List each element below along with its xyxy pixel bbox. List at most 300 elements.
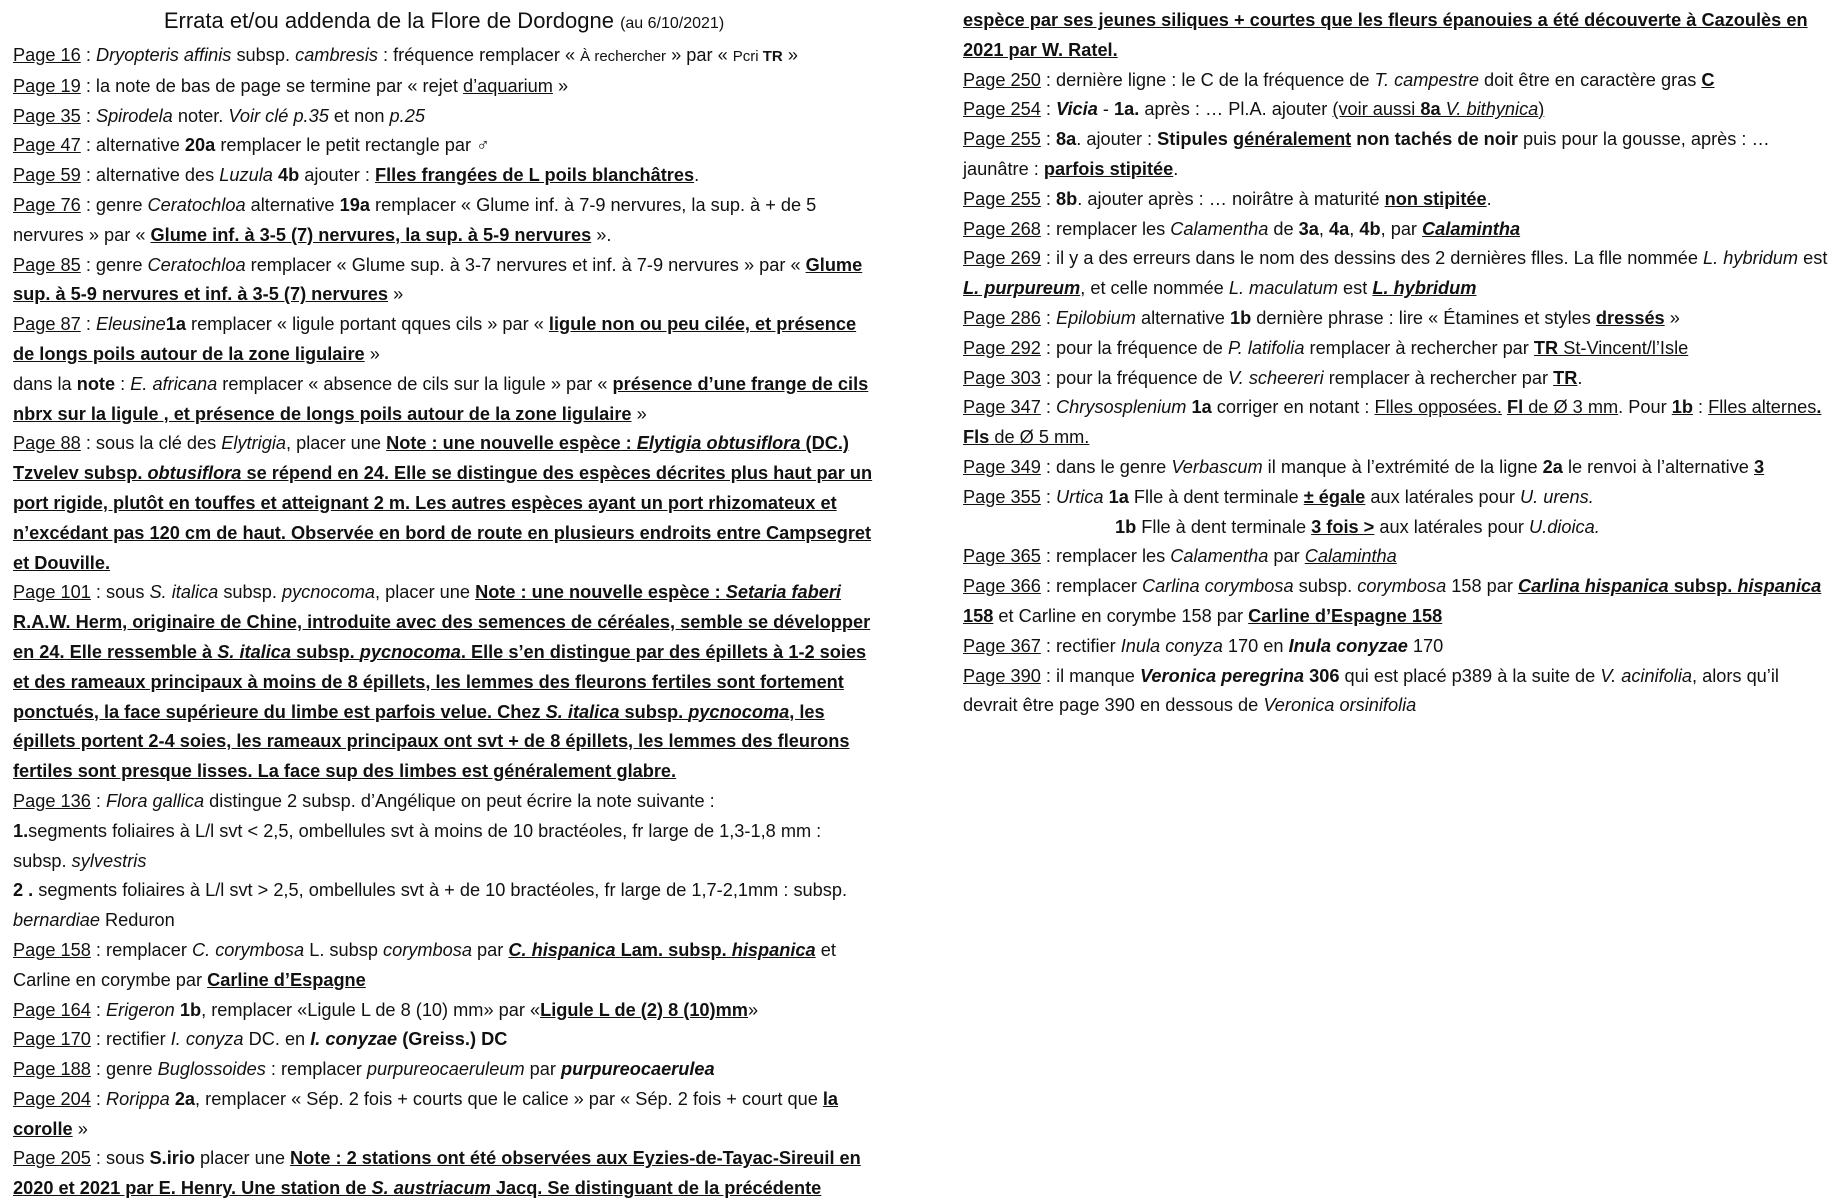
entry-text: Lam. subsp. [615,939,732,960]
erratum-entry [963,334,1831,364]
entry-text: note [76,373,116,394]
entry-text: remplacer « Glume inf. à 7-9 nervures, la sup. à + de 5 nervures » par « [13,194,817,245]
entry-text: L. hybridum [1372,278,1477,299]
page-ref: Page 268 [963,218,1041,239]
erratum-entry [13,817,875,877]
erratum-entry [13,996,875,1026]
erratum-entry [963,95,1831,125]
entry-text: Veronica orsinifolia [1263,695,1417,716]
erratum-entry [963,6,1831,66]
entry-text: : il y a des erreurs dans le nom des dessins des 2 dernières flles. La flle nommée [1040,248,1704,269]
entry-text: Rorippa [106,1088,170,1109]
entry-text: dressés [1595,307,1665,328]
entry-text: purpureocaeruleum [366,1059,525,1080]
entry-text: Inula conyza [1120,635,1223,656]
entry-text: Ceratochloa [147,254,246,275]
entry-text: » [388,284,404,305]
entry-text: Flle à dent terminale [1136,516,1312,537]
page-ref: Page 19 [13,75,81,96]
entry-text: , [1349,218,1360,239]
entry-text: : [80,105,96,126]
erratum-entry [13,102,875,132]
entry-text: 4a [1329,218,1350,239]
entry-text: 1. [13,820,29,841]
entry-text: ) [1538,99,1545,120]
entry-text: TR [1533,337,1559,358]
entry-text: Flles opposées. [1374,397,1502,418]
entry-text: : [1040,188,1057,209]
entry-text: Note : une nouvelle espèce : [475,582,726,603]
entry-text: : dernière ligne : le C de la fréquence de [1040,69,1375,90]
entry-text: 1b [1671,397,1693,418]
entry-text: Stipules [1157,129,1233,150]
entry-text: . Elle s’en distingue par des épillets à 1-2 soies et des rameaux principaux à moins de 8 épillets, les lemmes des fleurons fertiles sont fortement ponctués, la face supérieure du limbe est parfois velue. Chez [13,641,867,722]
entry-text: , remplacer « Sép. 2 fois + courts que le calice » par « Sép. 2 fois + court que [195,1088,823,1109]
erratum-entry [13,876,875,936]
page-ref: Page 101 [13,582,91,603]
erratum-entry [963,662,1831,722]
erratum-entry [963,66,1831,96]
entry-text: remplacer « ligule portant qques cils » par « [185,314,549,335]
entry-text: 1a [165,314,186,335]
entry-text: subsp. [1293,576,1358,597]
page-ref: Page 286 [963,307,1041,328]
left-entries [13,41,875,1204]
entry-text: 1b [179,999,202,1020]
entry-text: TR [762,48,783,65]
entry-text: 2 . [13,880,34,901]
entry-text: Carline d’Espagne [207,969,366,990]
title-main: Errata et/ou addenda de la Flore de Dordogne [163,8,614,33]
entry-text: ± égale [1303,486,1366,507]
entry-text: L. subsp [304,939,384,960]
entry-text: 1b [1115,516,1137,537]
erratum-entry [963,632,1831,662]
entry-text: 1a [1108,486,1129,507]
page-ref: Page 292 [963,337,1041,358]
entry-text: subsp. [1668,576,1738,597]
entry-text: Flles alternes [1708,397,1817,418]
entry-text: Ligule L de (2) 8 (10)mm [540,999,748,1020]
erratum-entry [13,578,875,787]
page-ref: Page 250 [963,69,1041,90]
entry-text: obtusiflora [147,463,242,484]
entry-text: Fl [1506,397,1524,418]
entry-text: sylvestris [71,850,147,871]
entry-text: pycnocoma [281,582,375,603]
entry-text: noter. [172,105,229,126]
entry-text: Carlina corymbosa [1141,576,1294,597]
page-ref: Page 303 [963,367,1041,388]
entry-text: ligule non ou peu cilée, et présence de longs poils autour de la zone ligulaire [13,314,857,364]
entry-text: remplacer « Glume sup. à 3-7 nervures et inf. à 7-9 nervures » par « [245,254,806,275]
entry-text: par [524,1059,562,1080]
entry-text: : il manque [1040,665,1140,686]
entry-text: le renvoi à l’alternative [1562,456,1754,477]
erratum-entry [13,1144,875,1204]
entry-text: : [1040,307,1057,328]
entry-text: Elytigia obtusiflora [636,433,801,454]
entry-text: » [782,45,798,65]
entry-text: Voir clé p.35 [228,105,329,126]
page-ref: Page 85 [13,254,81,275]
entry-text: 4b [1359,218,1381,239]
entry-text: : genre [80,254,148,275]
entry-text: présence d’une frange de cils nbrx sur la ligule , et présence de longs poils autour de la zone ligulaire [13,373,869,424]
erratum-entry [963,393,1831,453]
page-ref: Page 347 [963,397,1041,418]
entry-text: , et celle nommée [1080,278,1229,299]
entry-text: : [115,373,131,394]
entry-text: : alternative des [80,165,220,186]
page-ref: Page 269 [963,248,1041,269]
entry-text: 158 [963,605,994,626]
entry-text: 8a [1420,99,1441,120]
entry-text: » [364,343,380,364]
entry-text: de Ø 3 mm [1523,397,1619,418]
entry-text: par [1268,546,1305,567]
entry-text: 4b [277,165,300,186]
entry-text: ». [591,224,612,245]
entry-text: 158 par [1446,576,1519,597]
erratum-entry [13,251,875,311]
entry-text: , par [1380,218,1423,239]
entry-text: Reduron [99,910,175,931]
page-ref: Page 16 [13,45,81,65]
entry-text: - [1097,99,1115,120]
entry-text: I. conyza [170,1029,244,1050]
entry-text: non stipitée [1384,188,1487,209]
entry-text: St-Vincent/l’Isle [1558,337,1689,358]
entry-text: Ceratochloa [147,194,246,215]
entry-text: : genre [80,194,148,215]
entry-text: : pour la fréquence de [1040,367,1228,388]
entry-text: I. conyzae [310,1029,398,1050]
page-ref: Page 355 [963,486,1041,507]
entry-text: ajouter : [299,165,376,186]
entry-text: est [1798,248,1828,269]
entry-text: P. latifolia [1227,337,1305,358]
entry-text: alternative [245,194,340,215]
entry-text: corriger en notant : [1211,397,1375,418]
title-date: (au 6/10/2021) [620,15,725,32]
entry-text: 1b [1229,307,1252,328]
entry-text: : remplacer [1040,576,1142,597]
entry-text: U.dioica. [1529,516,1600,537]
entry-text: (Greiss.) DC [397,1029,508,1050]
entry-text: Carline d’Espagne 158 [1248,605,1443,626]
entry-text: , placer une [285,433,387,454]
entry-text: il manque à l’extrémité de la ligne [1262,456,1543,477]
entry-text: C [1701,69,1715,90]
entry-text: Eleusine [95,314,166,335]
entry-text: E. africana [130,373,218,394]
entry-text: Buglossoides [157,1059,266,1080]
entry-text: Dryopteris affinis [95,45,232,65]
entry-text: pycnocoma [688,701,790,722]
entry-text: Note : une nouvelle espèce : [386,433,637,454]
entry-text: dans la [13,373,77,394]
entry-text: distingue 2 subsp. d’Angélique on peut écrire la note suivante : [204,790,715,811]
entry-text: . ajouter après : … noirâtre à maturité [1077,188,1385,209]
entry-text: : [90,790,107,811]
entry-text: 8b [1056,188,1078,209]
entry-text: remplacer le petit rectangle par ♂ [215,135,490,156]
entry-text: puis pour la gousse, après : … jaunâtre : [963,129,1770,179]
entry-text: subsp. [291,641,360,662]
entry-text: , alors qu’il devrait être page 390 en dessous de [963,665,1779,716]
entry-text: , placer une [374,582,476,603]
page-ref: Page 255 [963,129,1041,150]
left-column [13,6,875,1204]
entry-text: qui est placé p389 à la suite de [1339,665,1601,686]
entry-text: : [90,999,107,1020]
entry-text: généralement [1232,129,1352,150]
entry-text: hispanica [731,939,816,960]
entry-text: . [1173,158,1179,179]
entry-text: de Ø 5 mm. [989,427,1090,448]
entry-text: Chrysosplenium [1056,397,1187,418]
entry-text: DC. en [243,1029,311,1050]
erratum-entry [963,125,1831,185]
entry-text: Erigeron [106,999,175,1020]
entry-text: après : … Pl.A. ajouter [1139,99,1333,120]
page-ref: Page 164 [13,999,91,1020]
page-ref: Page 35 [13,105,81,126]
entry-text: » [631,403,647,424]
erratum-entry [963,513,1831,543]
entry-text: : remplacer [265,1059,367,1080]
entry-text: aux latérales pour [1365,486,1520,507]
page-ref: Page 47 [13,135,81,156]
entry-text: L. hybridum [1703,248,1799,269]
page-ref: Page 59 [13,165,81,186]
entry-text: : sous [90,582,150,603]
page-ref: Page 136 [13,790,91,811]
erratum-entry [13,787,875,817]
entry-text: de [1268,218,1299,239]
entry-text: : [1040,99,1057,120]
entry-text: L. maculatum [1228,278,1338,299]
entry-text: (DC.) Tzvelev subsp. [13,433,849,484]
entry-text: Flles frangées de L poils blanchâtres [375,165,695,186]
entry-text: S. italica [217,641,292,662]
entry-text: : [90,1088,107,1109]
entry-text: Elytrigia [221,433,286,454]
erratum-entry [963,483,1831,513]
entry-text: . Pour [1618,397,1672,418]
entry-text: » [747,999,759,1020]
entry-text: la corolle [13,1088,839,1139]
page-title [13,6,875,39]
erratum-entry [963,542,1831,572]
entry-text: dernière phrase : lire « Étamines et styles [1251,307,1596,328]
erratum-entry [963,572,1831,632]
page-ref: Page 87 [13,314,81,335]
entry-text: : [1692,397,1709,418]
entry-text: : remplacer les [1040,546,1171,567]
entry-text: par [471,939,509,960]
entry-text: (voir aussi [1332,99,1421,120]
entry-text: Calamentha [1170,546,1269,567]
erratum-entry [13,1025,875,1055]
page-ref: Page 205 [13,1148,91,1169]
entry-text: . [1486,188,1492,209]
entry-text: 8a [1056,129,1077,150]
erratum-entry [13,1085,875,1145]
entry-text: V. bithynica [1440,99,1539,120]
entry-text: 3 fois > [1311,516,1375,537]
entry-text: S. italica [545,701,620,722]
entry-text: Veronica peregrina [1139,665,1305,686]
entry-text: V. scheereri [1227,367,1324,388]
entry-text: non tachés de noir [1351,129,1518,150]
erratum-entry [963,364,1831,394]
entry-text: 3a [1298,218,1319,239]
entry-text: subsp. [619,701,689,722]
page-ref: Page 367 [963,635,1041,656]
page-ref: Page 88 [13,433,81,454]
entry-text: p.25 [389,105,425,126]
entry-text: S. italica [149,582,219,603]
erratum-entry [13,429,875,578]
entry-text: L. purpureum [963,278,1081,299]
entry-text: remplacer « absence de cils sur la ligule » par « [217,373,613,394]
entry-text: parfois stipitée [1043,158,1174,179]
page-ref: Page 365 [963,546,1041,567]
erratum-entry [963,453,1831,483]
entry-text: Glume inf. à 3-5 (7) nervures, la sup. à 5-9 nervures [150,224,592,245]
entry-text: C. corymbosa [191,939,305,960]
entry-text: Calamentha [1170,218,1269,239]
entry-text: S. austriacum [371,1178,491,1199]
entry-text: Carlina hispanica [1518,576,1669,597]
entry-text: et Carline en corymbe 158 par [993,605,1249,626]
entry-text: Setaria faberi [725,582,841,603]
entry-text: 306 [1304,665,1340,686]
entry-text: Urtica [1056,486,1104,507]
entry-text: : la note de bas de page se termine par « rejet [80,75,463,96]
entry-text: subsp. [231,45,296,65]
entry-text: V. acinifolia [1600,665,1692,686]
entry-text: et non [328,105,390,126]
entry-text: se répend en 24. Elle se distingue des espèces décrites plus haut par un port rigide, plutôt en touffes et atteignant 2 m. Les autres espèces ayant un port rhizomateux et n’excédant pas 120 cm de haut. Observée en bord de route en plusieurs endroits entre Campsegret et Douville. [13,463,873,573]
entry-text: . ajouter : [1076,129,1158,150]
entry-text: segments foliaires à L/l svt > 2,5, ombellules svt à + de 10 bractéoles, fr large de 1,7-2,1mm : subsp. [33,880,848,901]
entry-text: : [1040,486,1057,507]
entry-text: : alternative [80,135,185,156]
entry-text: 19a [339,194,370,215]
entry-text: , [1318,218,1330,239]
entry-text: » [72,1118,88,1139]
entry-text: : sous la clé des [80,433,222,454]
entry-text: : dans le genre [1040,456,1172,477]
entry-text: Note : 2 stations ont été observées aux Eyzies-de-Tayac-Sireuil en 2020 et 2021 par E. Henry. Une station de [13,1148,861,1199]
page-ref: Page 204 [13,1088,91,1109]
entry-text: Pcri [732,48,763,65]
entry-text: Glume sup. à 5-9 nervures et inf. à 3-5 (7) nervures [13,254,863,305]
entry-text: TR [1553,367,1578,388]
page-ref: Page 170 [13,1029,91,1050]
entry-text: : fréquence remplacer « [377,45,581,65]
entry-text: subsp. [218,582,282,603]
entry-text: S.irio [149,1148,195,1169]
entry-text: » par « [666,45,733,65]
entry-text: d’aquarium [462,75,553,96]
entry-text: 3 [1753,456,1765,477]
entry-text: : genre [90,1059,158,1080]
entry-text: : [1040,397,1057,418]
entry-text: » [1664,307,1680,328]
entry-text: : pour la fréquence de [1040,337,1228,358]
entry-text: Spirodela [95,105,173,126]
page-ref: Page 390 [963,665,1041,686]
page-ref: Page 76 [13,194,81,215]
erratum-entry [13,310,875,370]
entry-text: . [694,165,700,186]
entry-text: : rectifier [1040,635,1121,656]
erratum-entry [963,244,1831,304]
entry-text: 1a. [1114,99,1140,120]
entry-text: placer une [195,1148,291,1169]
entry-text: corymbosa [1357,576,1447,597]
entry-text: Verbascum [1171,456,1263,477]
entry-text: : remplacer les [1040,218,1171,239]
entry-text: : [80,45,96,65]
erratum-entry [13,131,875,161]
erratum-entry [963,304,1831,334]
erratum-entry [963,215,1831,245]
erratum-entry [13,370,875,430]
entry-text: 170 en [1222,635,1289,656]
entry-text: est [1338,278,1373,299]
erratum-entry [13,72,875,102]
entry-text: , remplacer «Ligule L de 8 (10) mm» par « [201,999,541,1020]
page-ref: Page 254 [963,99,1041,120]
entry-text: : rectifier [90,1029,171,1050]
entry-text: 2a [174,1088,196,1109]
page-ref: Page 255 [963,188,1041,209]
erratum-entry [13,936,875,996]
page-ref: Page 188 [13,1059,91,1080]
entry-text: Epilobium [1056,307,1136,328]
entry-text: : [1040,129,1057,150]
entry-text: C. hispanica [508,939,616,960]
entry-text: : sous [90,1148,150,1169]
entry-text: 1a [1191,397,1212,418]
entry-text: . [1577,367,1583,388]
entry-text: U. urens. [1519,486,1594,507]
entry-text: doit être en caractère gras [1478,69,1702,90]
page-ref: Page 349 [963,456,1041,477]
right-entries [963,6,1831,721]
entry-text: , les épillets portent 2-4 soies, les rameaux principaux ont svt + de 8 épillets, les lemmes des fleurons fertiles sont presque lisses. La face sup des limbes est généralement glabre. [13,701,850,782]
entry-text: espèce par ses jeunes siliques + courtes que les fleurs épanouies a été découverte à Cazoulès en 2021 par W. Ratel. [963,10,1808,60]
entry-text: : [80,314,96,335]
entry-text: cambresis [295,45,378,65]
entry-text: Flora gallica [106,790,205,811]
entry-text: Vicia [1056,99,1098,120]
entry-text: Inula conyzae [1288,635,1408,656]
erratum-entry [13,41,875,72]
entry-text: 20a [184,135,216,156]
entry-text: T. campestre [1374,69,1479,90]
entry-text: R.A.W. Herm, originaire de Chine, introduite avec des semences de céréales, semble se développer en 24. Elle ressemble à [13,612,871,662]
erratum-entry [13,1055,875,1085]
right-column [963,6,1831,721]
entry-text: pycnocoma [359,641,461,662]
entry-text: 2a [1542,456,1563,477]
